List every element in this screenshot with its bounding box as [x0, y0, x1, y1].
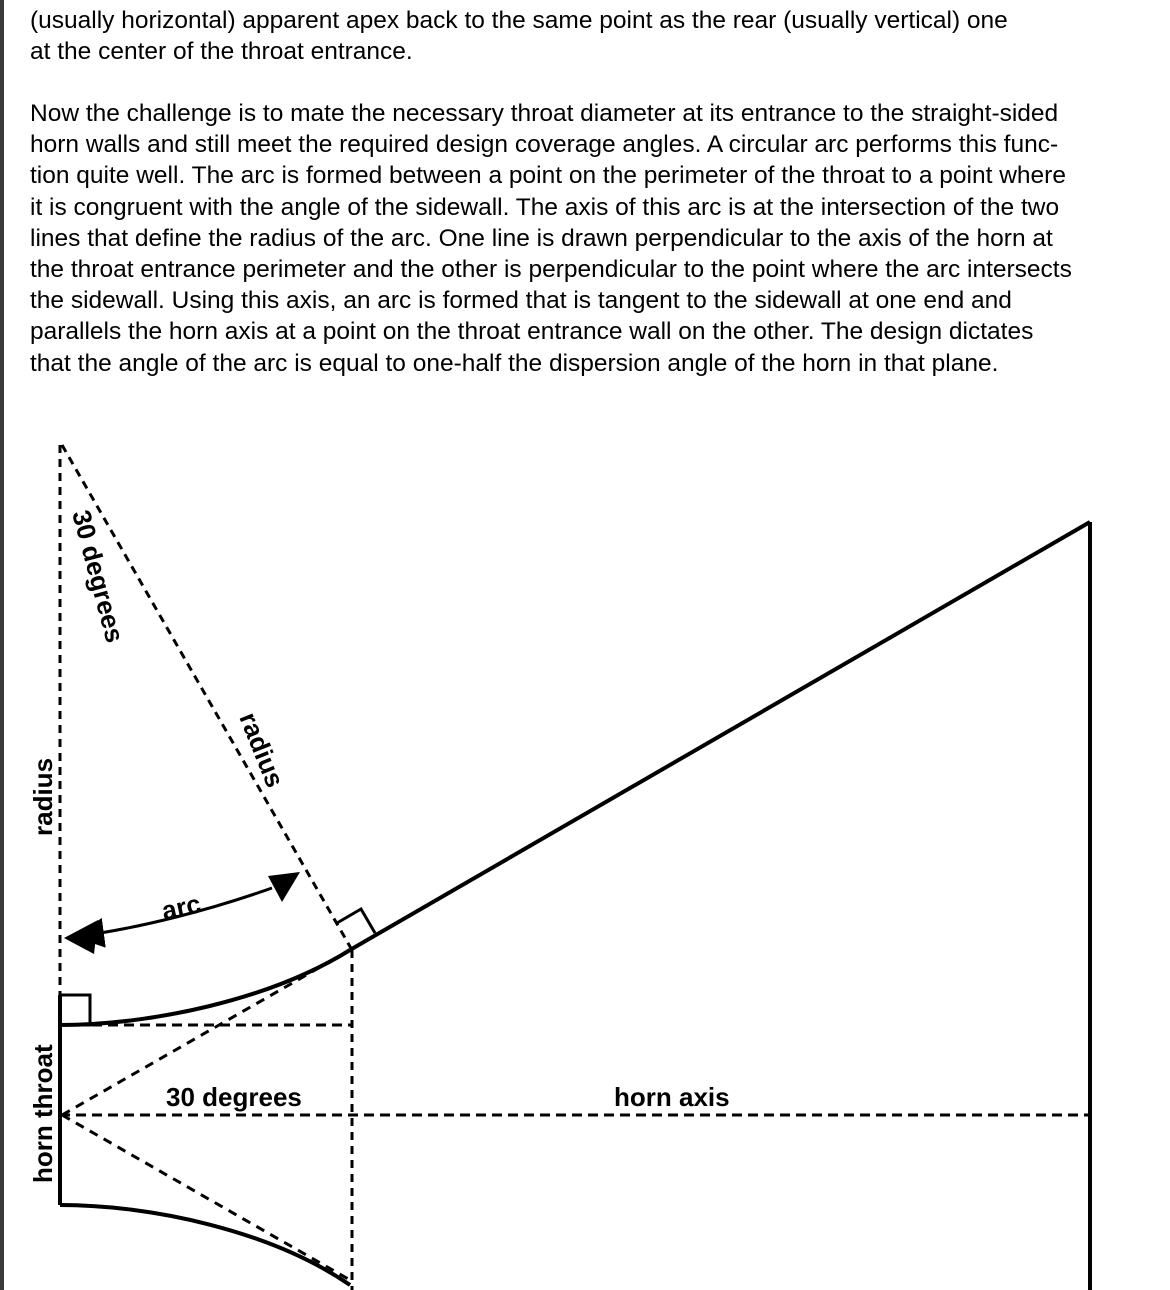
horn-throat-label: horn throat: [28, 1044, 58, 1183]
angle-top-label: 30 degrees: [66, 506, 131, 646]
horn-axis-label: horn axis: [614, 1082, 730, 1112]
upper-arc-wall: [60, 950, 350, 1025]
radius-vertical-label: radius: [28, 757, 58, 836]
diagonal-radius-line: [62, 445, 352, 950]
lower-apex-line: [62, 1115, 350, 1280]
paragraph-1-line: at the center of the throat entrance.: [30, 38, 413, 66]
paragraph-2-line: Now the challenge is to mate the necessary throat diameter at its entrance to the straight-sided: [30, 100, 1059, 127]
arc-arrowhead-right: [268, 872, 300, 902]
upper-sidewall: [350, 522, 1090, 950]
right-angle-marker-throat: [60, 995, 90, 1025]
paragraph-2-line: parallels the horn axis at a point on the throat entrance wall on the other. The design dictates: [30, 318, 1034, 346]
right-angle-marker-tangent: [337, 909, 375, 933]
paragraph-2-line: the throat entrance perimeter and the other is perpendicular to the point where the arc intersects: [30, 256, 1072, 284]
paragraph-2-line: the sidewall. Using this axis, an arc is formed that is tangent to the sidewall at one end and: [30, 287, 1012, 315]
arc-label: arc: [159, 888, 204, 926]
radius-diagonal-label: radius: [233, 708, 291, 792]
angle-axis-label: 30 degrees: [166, 1082, 302, 1112]
arc-arrowhead-left: [64, 920, 98, 954]
paragraph-2-line: that the angle of the arc is equal to one-half the dispersion angle of the horn in that plane.: [30, 349, 999, 377]
paragraph-2-line: it is congruent with the angle of the sidewall. The axis of this arc is at the intersection of the two: [30, 193, 1060, 221]
lower-arc-wall: [60, 1205, 350, 1285]
paragraph-1-line: (usually horizontal) apparent apex back to the same point as the rear (usually vertical) one: [30, 7, 1008, 34]
paragraph-2-line: tion quite well. The arc is formed between a point on the perimeter of the throat to a point where: [30, 162, 1066, 190]
paragraph-2-line: lines that define the radius of the arc. One line is drawn perpendicular to the axis of the horn at: [30, 224, 1053, 252]
paragraph-2-line: horn walls and still meet the required design coverage angles. A circular arc performs this func-: [30, 131, 1059, 159]
